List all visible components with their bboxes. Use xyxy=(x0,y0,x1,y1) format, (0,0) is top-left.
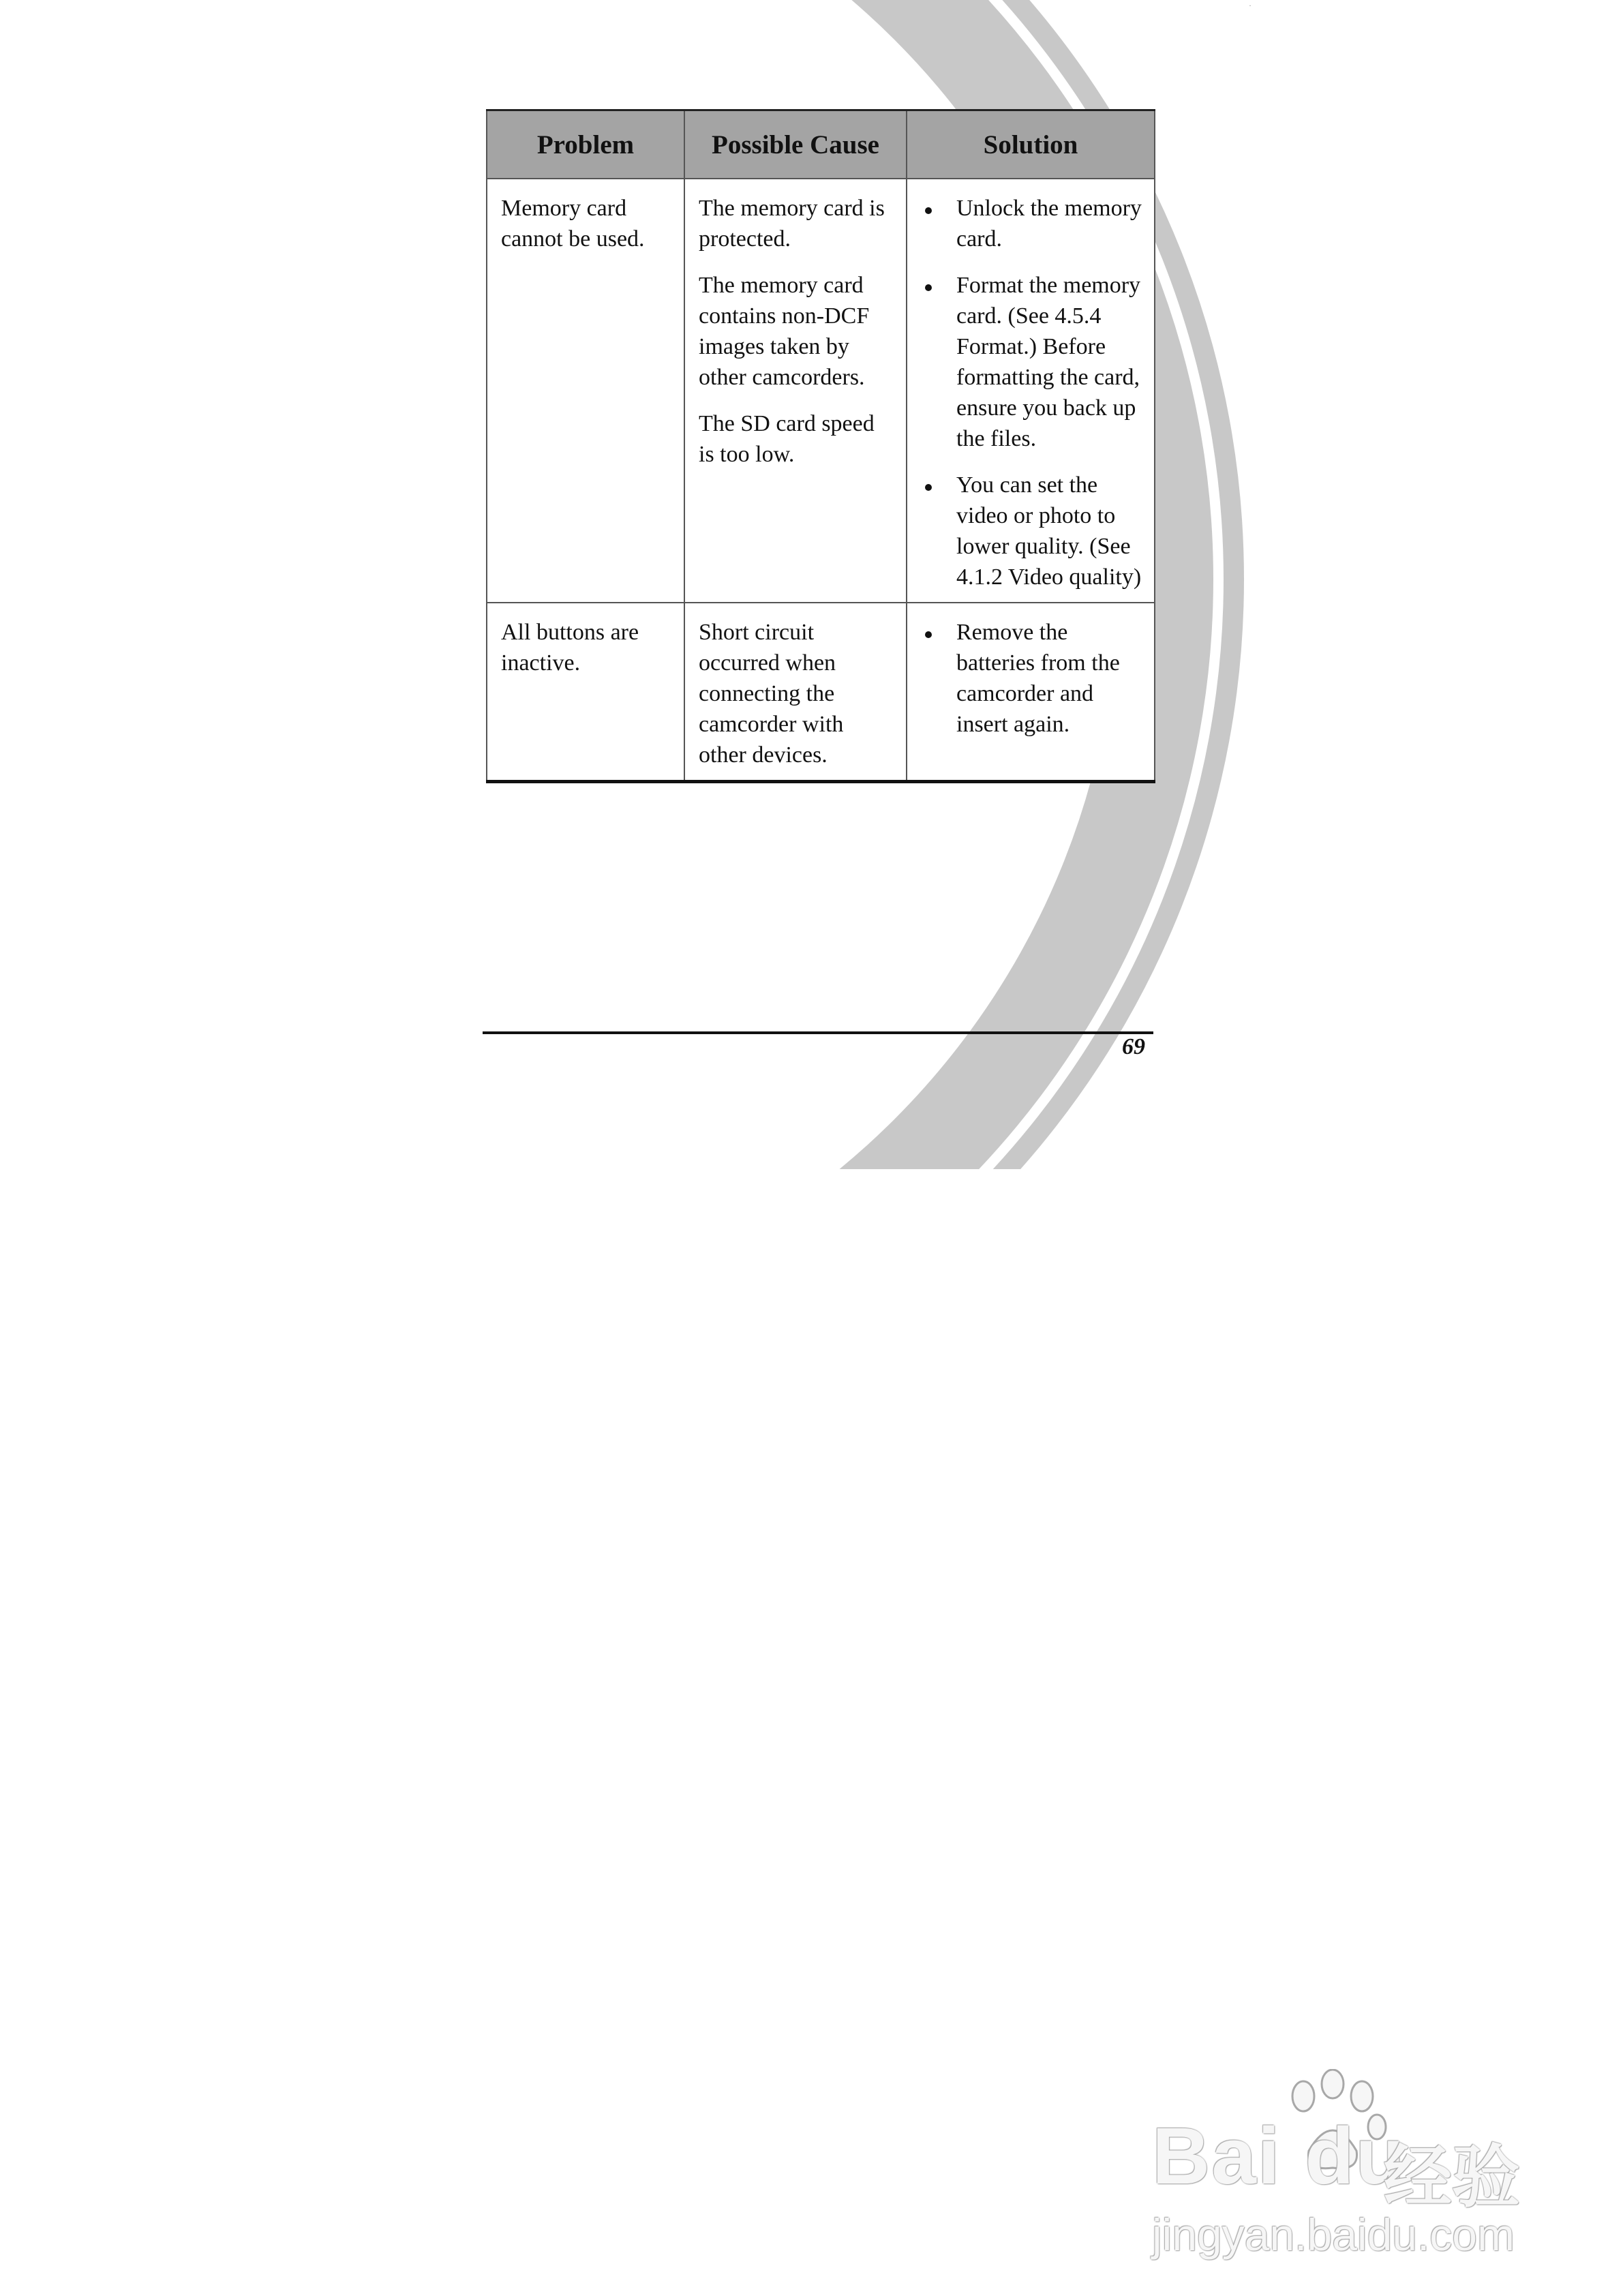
cause-text: The memory card is protected. xyxy=(699,196,885,252)
header-solution: Solution xyxy=(907,110,1155,179)
page-number: 69 xyxy=(1122,1034,1145,1059)
table-header-row xyxy=(487,110,1155,179)
svg-text:·: · xyxy=(1249,1,1252,10)
header-problem: Problem xyxy=(487,110,684,179)
cause-cell xyxy=(684,603,907,782)
table-row xyxy=(487,603,1155,782)
solution-item: Format the memory card. (See 4.5.4 Format.) Before formatting the card, ensure you back up the files. xyxy=(921,270,1142,454)
problem-cell: All buttons are inactive. xyxy=(487,603,684,782)
watermark-url: jingyan.baidu.com xyxy=(1152,2209,1515,2260)
solution-cell xyxy=(907,179,1155,603)
baidu-jingyan-watermark xyxy=(1152,2069,1547,2274)
cause-text: The memory card contains non-DCF images taken by other camcorders. xyxy=(699,273,870,390)
solution-item: Remove the batteries from the camcorder and insert again. xyxy=(921,617,1142,740)
cause-text: Short circuit occurred when connecting the camcorder with other devices. xyxy=(699,620,844,768)
watermark-brand-cn: 经验 xyxy=(1384,2137,1520,2217)
solution-cell xyxy=(907,603,1155,782)
cause-text: The SD card speed is too low. xyxy=(699,411,875,467)
problem-cell: Memory card cannot be used. xyxy=(487,179,684,603)
solution-list xyxy=(921,617,1142,740)
watermark-brand: Bai du xyxy=(1152,2111,1406,2201)
solution-item: Unlock the memory card. xyxy=(921,193,1142,254)
troubleshooting-table xyxy=(486,109,1155,783)
footer-rule xyxy=(483,1031,1153,1034)
solution-list xyxy=(921,193,1142,592)
header-possible-cause: Possible Cause xyxy=(684,110,907,179)
table-row xyxy=(487,179,1155,603)
solution-item: You can set the video or photo to lower quality. (See 4.1.2 Video quality) xyxy=(921,470,1142,592)
cause-cell xyxy=(684,179,907,603)
